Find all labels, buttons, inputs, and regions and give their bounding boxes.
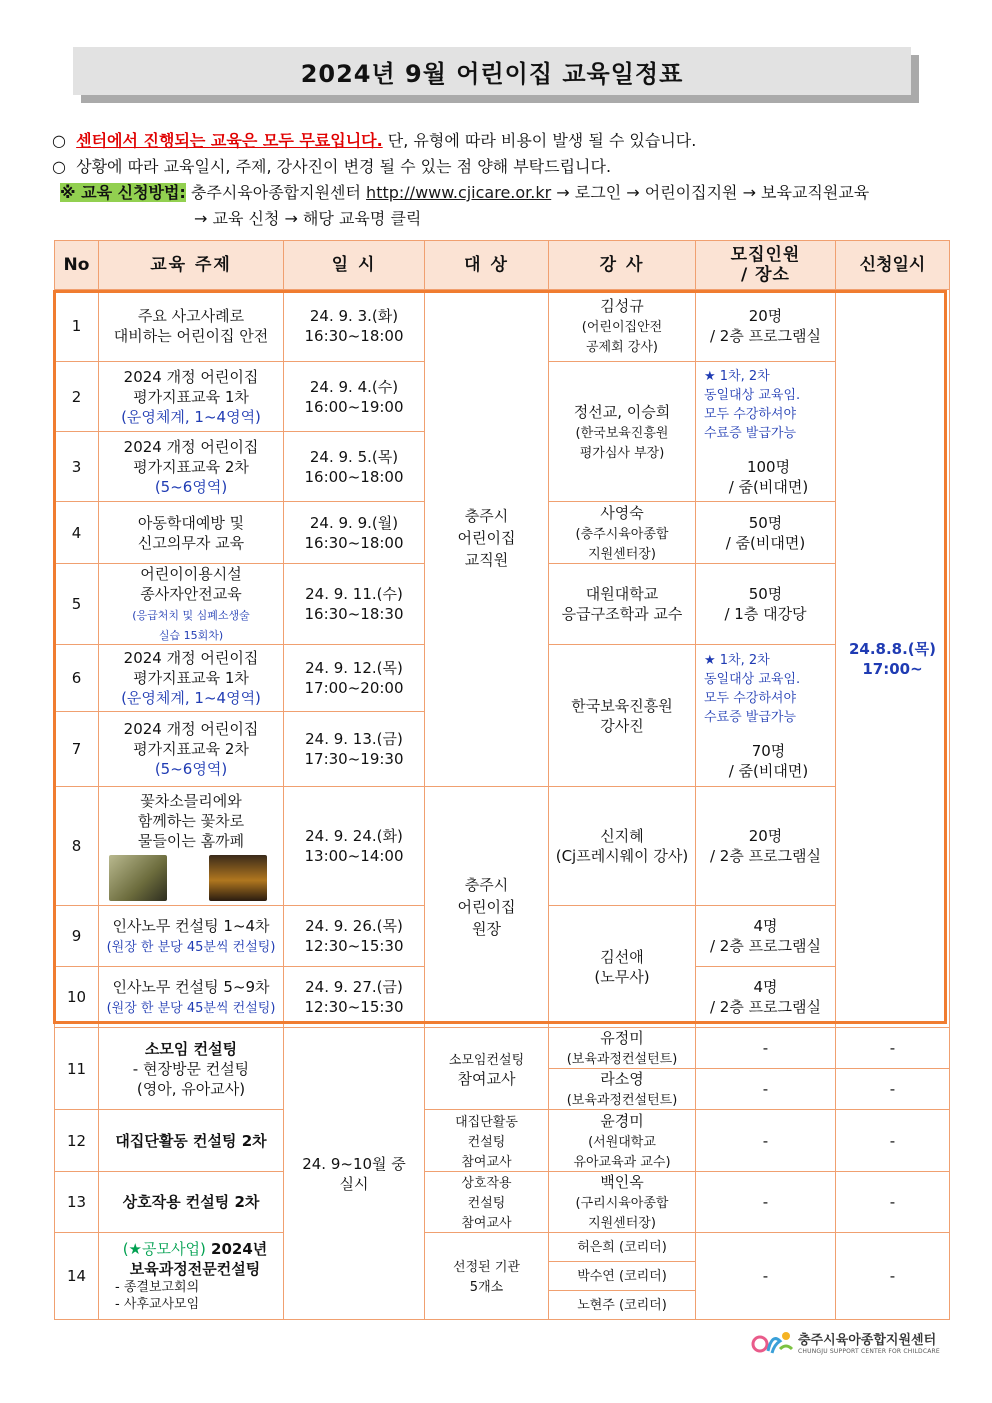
notice-section (52, 128, 972, 232)
schedule-table (54, 240, 950, 1320)
topic-cell: 2024 개정 어린이집 평가지표교육 2차 (5~6영역) (99, 712, 284, 787)
lecturer-cell: 백인옥 (구리시육아종합 지원센터장) (549, 1172, 696, 1233)
capacity-cell: - (696, 1028, 836, 1069)
lecturer-cell: 김성규 (어린이집안전 공제회 강사) (549, 290, 696, 362)
topic-cell: 어린이이용시설 종사자안전교육 (응급처치 및 심폐소생술 실습 15회차) (99, 564, 284, 645)
cost-notice: 단, 유형에 따라 비용이 발생 될 수 있습니다. (382, 131, 697, 150)
capacity-value: 100명 / 줌(비대면) (728, 457, 809, 496)
date-cell: 24. 9. 27.(금) 12:30~15:30 (284, 967, 425, 1028)
flower-tea-photo (109, 855, 167, 901)
capacity-cell: 4명 / 2층 프로그램실 (696, 906, 836, 967)
target-cell-director: 충주시 어린이집 원장 (425, 787, 549, 1028)
capacity-cell: 20명 / 2층 프로그램실 (696, 290, 836, 362)
table-row (55, 787, 950, 906)
lecturer-cell: 사영숙 (충주시육아종합 지원센터장) (549, 502, 696, 564)
lecturer-cell: 신지혜 (Cj프레시웨이 강사) (549, 787, 696, 906)
apply-method-line (52, 180, 972, 206)
col-header-target: 대 상 (425, 241, 549, 290)
apply-date-cell: - (836, 1110, 950, 1172)
table-row (55, 1233, 950, 1262)
topic-cell: 2024 개정 어린이집 평가지표교육 1차 (운영체계, 1~4영역) (99, 362, 284, 432)
col-header-lecturer: 강 사 (549, 241, 696, 290)
lecturer-cell: 라소영 (보육과정컨설턴트) (549, 1069, 696, 1110)
col-header-topic: 교육 주제 (99, 241, 284, 290)
topic-cell: 소모임 컨설팅 - 현장방문 컨설팅 (영아, 유아교사) (99, 1028, 284, 1110)
lecturer-cell: 박수연 (코리더) (549, 1262, 696, 1291)
center-website-link[interactable]: http://www.cjicare.or.kr (366, 183, 552, 202)
page-title-box (73, 47, 911, 95)
apply-date-cell: - (836, 1028, 950, 1069)
notice-line-2 (52, 154, 972, 180)
lecturer-cell: 노현주 (코리더) (549, 1291, 696, 1320)
apply-date-cell: 24.8.8.(목) 17:00~ (836, 290, 950, 1028)
lecturer-cell: 대원대학교 응급구조학과 교수 (549, 564, 696, 645)
flower-tea-photos (101, 851, 281, 901)
page-title: 2024년 9월 어린이집 교육일정표 (300, 59, 684, 88)
topic-cell: 상호작용 컨설팅 2차 (99, 1172, 284, 1233)
bullet: ○ (52, 131, 66, 150)
topic-cell: 2024 개정 어린이집 평가지표교육 1차 (운영체계, 1~4영역) (99, 645, 284, 712)
date-cell: 24. 9. 3.(화) 16:30~18:00 (284, 290, 425, 362)
apply-method-label: ※ 교육 신청방법: (60, 183, 186, 202)
date-cell: 24. 9. 13.(금) 17:30~19:30 (284, 712, 425, 787)
row-no: 10 (55, 967, 99, 1028)
lecturer-cell: 정선교, 이승희 (한국보육진흥원 평가심사 부장) (549, 362, 696, 502)
row-no: 9 (55, 906, 99, 967)
row-no: 5 (55, 564, 99, 645)
center-logo-sub: CHUNGJU SUPPORT CENTER FOR CHILDCARE (798, 1348, 940, 1355)
apply-date-cell: - (836, 1233, 950, 1320)
target-cell: 상호작용 컨설팅 참여교사 (425, 1172, 549, 1233)
target-cell-staff: 충주시 어린이집 교직원 (425, 290, 549, 787)
apply-method-line-2: → 교육 신청 → 해당 교육명 클릭 (194, 209, 422, 228)
col-header-no: No (55, 241, 99, 290)
series-note: ★ 1차, 2차 동일대상 교육임. 모두 수강하셔야 수료증 발급가능 (704, 652, 801, 725)
date-cell: 24. 9. 24.(화) 13:00~14:00 (284, 787, 425, 906)
date-cell: 24. 9. 26.(목) 12:30~15:30 (284, 906, 425, 967)
capacity-cell: 4명 / 2층 프로그램실 (696, 967, 836, 1028)
date-cell: 24. 9. 5.(목) 16:00~18:00 (284, 432, 425, 502)
tea-bottles-photo (209, 855, 267, 901)
date-cell: 24. 9. 11.(수) 16:30~18:30 (284, 564, 425, 645)
topic-cell: 인사노무 컨설팅 1~4차 (원장 한 분당 45분씩 컨설팅) (99, 906, 284, 967)
row-no: 12 (55, 1110, 99, 1172)
date-cell: 24. 9. 4.(수) 16:00~19:00 (284, 362, 425, 432)
row-no: 1 (55, 290, 99, 362)
capacity-cell (696, 362, 836, 502)
notice-line-1 (52, 128, 972, 154)
topic-cell: 아동학대예방 및 신고의무자 교육 (99, 502, 284, 564)
lecturer-cell: 윤경미 (서원대학교 유아교육과 교수) (549, 1110, 696, 1172)
table-row (55, 1172, 950, 1233)
table-header-row (55, 241, 950, 290)
topic-cell: 대집단활동 컨설팅 2차 (99, 1110, 284, 1172)
table-row (55, 1110, 950, 1172)
lecturer-cell: 한국보육진흥원 강사진 (549, 645, 696, 787)
capacity-cell: - (696, 1110, 836, 1172)
target-cell: 대집단활동 컨설팅 참여교사 (425, 1110, 549, 1172)
col-header-apply: 신청일시 (836, 241, 950, 290)
capacity-cell (696, 645, 836, 787)
capacity-cell: 20명 / 2층 프로그램실 (696, 787, 836, 906)
topic-cell: (★공모사업) 2024년 보육과정전문컨설팅 - 종결보고회의 - 사후교사모임 (99, 1233, 284, 1320)
apply-method-text: 충주시육아종합지원센터 (185, 183, 367, 202)
capacity-cell: 50명 / 1층 대강당 (696, 564, 836, 645)
capacity-cell: 50명 / 줌(비대면) (696, 502, 836, 564)
free-notice: 센터에서 진행되는 교육은 모두 무료입니다. (76, 131, 383, 150)
capacity-cell: - (696, 1069, 836, 1110)
center-logo-name: 충주시육아종합지원센터 (798, 1333, 937, 1348)
topic-cell: 꽃차소믈리에와 함께하는 꽃차로 물들이는 홈까페 (99, 787, 284, 906)
bullet: ○ (52, 157, 66, 176)
capacity-value: 70명 / 줌(비대면) (728, 741, 809, 780)
table-row (55, 290, 950, 362)
apply-date-cell: - (836, 1069, 950, 1110)
col-header-date: 일 시 (284, 241, 425, 290)
row-no: 3 (55, 432, 99, 502)
lecturer-cell: 김선애 (노무사) (549, 906, 696, 1028)
apply-method-steps: → 로그인 → 어린이집지원 → 보육교직원교육 (551, 183, 870, 202)
capacity-cell: - (696, 1172, 836, 1233)
col-header-capacity: 모집인원 / 장소 (696, 241, 836, 290)
center-logo-icon (750, 1327, 794, 1357)
topic-cell: 2024 개정 어린이집 평가지표교육 2차 (5~6영역) (99, 432, 284, 502)
row-no: 14 (55, 1233, 99, 1320)
topic-cell: 인사노무 컨설팅 5~9차 (원장 한 분당 45분씩 컨설팅) (99, 967, 284, 1028)
date-cell: 24. 9. 12.(목) 17:00~20:00 (284, 645, 425, 712)
table-row (55, 1028, 950, 1069)
row-no: 4 (55, 502, 99, 564)
row-no: 8 (55, 787, 99, 906)
row-no: 11 (55, 1028, 99, 1110)
lecturer-cell: 허은희 (코리더) (549, 1233, 696, 1262)
date-cell-consulting: 24. 9~10월 중 실시 (284, 1028, 425, 1320)
apply-date-cell: - (836, 1172, 950, 1233)
target-cell: 소모임컨설팅 참여교사 (425, 1028, 549, 1110)
row-no: 2 (55, 362, 99, 432)
capacity-cell: - (696, 1233, 836, 1320)
row-no: 6 (55, 645, 99, 712)
series-note: ★ 1차, 2차 동일대상 교육임. 모두 수강하셔야 수료증 발급가능 (704, 368, 801, 441)
target-cell: 선정된 기관 5개소 (425, 1233, 549, 1320)
change-notice: 상황에 따라 교육일시, 주제, 강사진이 변경 될 수 있는 점 양해 부탁드립니다. (76, 157, 612, 176)
row-no: 7 (55, 712, 99, 787)
topic-cell: 주요 사고사례로 대비하는 어린이집 안전 (99, 290, 284, 362)
center-logo (750, 1327, 940, 1357)
date-cell: 24. 9. 9.(월) 16:30~18:00 (284, 502, 425, 564)
lecturer-cell: 유정미 (보육과정컨설턴트) (549, 1028, 696, 1069)
row-no: 13 (55, 1172, 99, 1233)
